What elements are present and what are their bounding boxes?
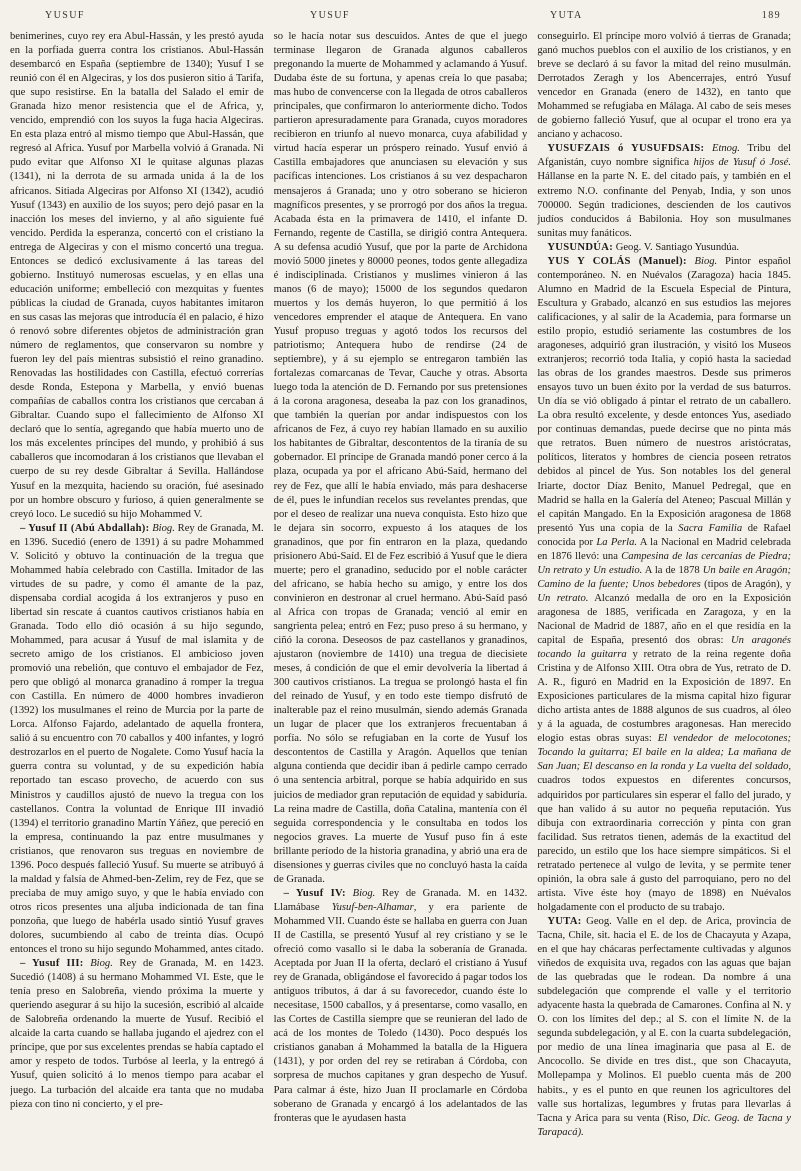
entry-citation: Dic. Geog. de Tacna y Tarapacá). xyxy=(537,1112,791,1138)
entry-italic-name: Yusuf-ben-Alhamar xyxy=(331,901,414,913)
column-1 xyxy=(10,30,264,1165)
entry-text: Alcanzó medalla de oro en la Exposición aragonesa de 1885, verificada en Zaragoza, y en la Nacional de Madrid de 1887, año en el que residía en la capital de España, presentó dos obras: xyxy=(537,592,792,647)
paragraph: conseguirlo. El príncipe moro volvió á tierras de Granada; ganó muchos pueblos con el auxilio de los cristianos, y en breve se declaró á su favor la mitad del reino musulmán. Derrotados Zeragh y los Abencerrajes, entró Yusuf vencedor en Granada (enero de 1432), en tanto que Mohammed se refugiaba en Málaga. Al cabo de seis meses de gobierno falleció Yusuf, que al ocupar el trono era ya anciano y achacoso. xyxy=(537,31,792,141)
entry-text: y retrato de la reina regente doña Cristina y de Alfonso XIII. Otra obra de Yus, retrato de D. A. R., figuró en Madrid en la Exposición de 1897. En Exposiciones particulares de la misma capital hizo figurar dicho artista antes de 1888 algunos de sus cuadros, al óleo y á la aguada, de costumbres aragonesas. Han merecido elogio estas obras suyas: xyxy=(537,649,792,745)
entry-yusufzais xyxy=(537,142,791,240)
entry-text: Geog. V. Santiago Yusundúa. xyxy=(615,241,740,253)
entry-headword: – Yusuf II (Abú Abdallah): xyxy=(20,522,150,534)
entry-headword: YUSUNDÚA: xyxy=(547,241,614,253)
artwork-title: El vendedor de melocotones; Tocando la guitarra; El baile en la aldea; La mañana de San Juan; El descanso en la ronda y La vuelta del soldado, xyxy=(537,733,792,773)
entry-text: Rey de Granada, M. en 1396. Sucedió (enero de 1391) á su padre Mohammed V. Solicitó y obtuvo la continuación de la tregua que Mohammed había celebrado con Castilla. Imitador de las virtudes de su padre, y como él amante de la paz, dispensaba cordial acogida á los extranjeros y puso en libertad sin rescate á cuantos cautivos cristianos había en Granada. Todo ello dió ocasión á su hijo segundo, Mohammed, para acusar á Yusuf de mal islamita y de secreto amigo de los cristianos. El ambicioso joven promovió una rebelión, que contuvo el embajador de Fez, pero que obligó al monarca granadino á romper la tregua con Castilla. En número de 4000 hombres invadieron (1392) los musulmanes el reino de Murcia por la parte de Lorca. Alfonso Fajardo, adelantado de aquella frontera, salió á su encuentro con 70 caballos y 400 infantes, y logró destrozarlos en el puerto de Nogalete. Como Yusuf hacía la guerra contra su voluntad, y de su expedición había reportado tan escaso provecho, de acuerdo con sus Ministros y caudillos ajustó de nuevo la tregua con los castellanos. Contra la voluntad de Enrique III invadió (1394) el territorio granadino Martín Yáñez, que pereció en la empresa, continuando la paz entre musulmanes y cristianos, que renovaron sus treguas en noviembre de 1396. Poco después falleció Yusuf. Su muerte se atribuyó á la maldad y falsía de Ahmed-ben-Zelim, rey de Fez, que se preciaba de muy amigo suyo, y que le había enviado con otros ricos presentes una aljuba indicionada de tan fina ponzoña, que luego de habérla usado sintió Yusuf graves dolores, sucumbiendo al cabo de treinta días. Ocupó entonces el trono su hijo segundo Mohammed, antes citado. xyxy=(10,522,264,956)
entry-headword: YUTA: xyxy=(547,915,582,927)
entry-text: Geog. Valle en el dep. de Arica, provincia de Tacna, Chile, sit. hacia el E. de los de Chacayuta y Azapa, en el que hay chácaras perfectamente cultivadas y algunos viñedos de exquisita uva, regados con las aguas que bajan de las quebradas que le rodean. Da nombre á una subdelegación que comprende el valle y el territorio adyacente hasta la quebrada de Camarones. Confina al N. y O. con los límites del dep.; al S. con el límite N. de la segunda subdelegación, y al E. con la cuarta subdelegación, por medio de una línea imaginaria que pasa al E. de Ancocollo. Se divide en tres dist., que son Chacayuta, Mollepampa y Molinos. El pueblo cuenta más de 200 habits., y es el punto en que reunen los agricultores del valle sus hortalizas, legumbres y frutas para llevarlas á Tacna y Arica para su venta (Riso, xyxy=(537,915,792,1124)
paragraph: so le hacía notar sus descuidos. Antes de que el juego terminase llegaron de Granada algunos caballeros pregonando la muerte de Mohammed y aclamando á Yusuf. Dudaba éste de su fortuna, y apenas creía lo que pasaba; mas hubo de convencerse con la llegada de otros caballeros principales, que confirmaron lo anteriormente dicho. Todos partieron apresuradamente para Granada, cuyos moradores recibieron en triunfo al nuevo monarca, cuya afabilidad y virtud hacía esperar un próspero reinado. Yusuf envió á Castilla embajadores que anunciasen su elevación y sus pacíficas intenciones. Los cristianos á su vez despacharon mensajeros á Granada; uno y otro soberano se hicieron magníficos presentes, y se prorrogó por dos años la tregua. Acabada ésta en la primavera de 1410, el infante D. Fernando, regente de Castilla, se dirigió contra Antequera. A su defensa acudió Yusuf, que por la parte de Archidona movió 5000 jinetes y 80000 peones, todos gente allegadiza é indisciplinada. Cristianos y muslimes vinieron á las manos (6 de mayo); 15000 de los segundos quedaron muertos y los demás huyeron, lo que permitió á los vencedores emprender el ataque de Antequera. En vano Yusuf propuso treguas y agotó todos los recursos del patriotismo; Antequera hubo de rendirse (24 de septiembre), y á su ejemplo se entregaron también las fortalezas comarcanas de Tevar, Cauche y otras. Absorta luego toda la atención de D. Fernando por sus pretensiones á la corona aragonesa, deseaba la paz con los granadinos, que también la querían por andar indispuestos con los africanos de Fez, á cuyo rey habían llamado en su auxilio los habitantes de Gibraltar, descontentos de la tiranía de su gobernador. El príncipe de Granada mandó poner cerco á la plaza, ocupada ya por el africano Abú-Saíd, hermano del rey de Fez, que allí le había enviado, más para deshacerse de él, pues le infundían recelos sus revelantes prendas, que por el deseo de realizar una nueva conquista. Esto hizo que le dejara sin socorro, expuesto á los ataques de los granadinos, que por fin entraron en la plaza, quedando prisionero Abú-Saíd. El de Fez escribió á Yusuf que le diera muerte; pero el granadino, seducido por el noble carácter del africano, se había hecho su amigo, y entre los dos convinieron en destronar al cruel hermano. Abú-Saíd pasó al Africa con tropas de Granada; venció al emir en sangrienta pelea; entró en Fez; puso preso á su hermano, y ciñó la corona. Deseosos de paz castellanos y granadinos, ajustaron (noviembre de 1410) una tregua de diecisiete meses, á condición de que el emir devolvería la libertad á 300 cautivos cristianos. La tregua se prolongó hasta el fin del reinado de Yusuf, y en todo este tiempo disfrutó de inalterable paz el reino musulmán, siendo además Granada un lugar de placer que los extranjeros frecuentaban á porfía. No sólo se refugiaban en la corte de Yusuf los descontentos de Castilla y Aragón. Aquellos que tenían alguna contienda que decidir iban á pedirle campo cerrado ó una sentencia arbitral, porque se había adquirido en sus juicios de mediador gran reputación de equidad y sabiduría. La reina madre de Castilla, doña Catalina, mantenía con él seguida correspondencia y le consultaba en todos los negocios graves. La muerte de Yusuf puso fin á este brillante período de la historia granadina, y abrió una era de disensiones y guerras civiles que no concluyó hasta la caída de Granada. xyxy=(273,31,528,885)
artwork-title: Campesina de las cercanías de Piedra; Un retrato y Un estudio. xyxy=(537,550,792,576)
entry-category: Biog. xyxy=(90,958,113,970)
entry-text: cuadros todos expuestos en diferentes concursos, adquiridos por particulares sin esperar el fallo del jurado, y que han valido á su autor no pequeña reputación. Yus dibuja con extraordinaria corrección y pinta con gran facilidad. Sus retratos tienen, además de la exactitud del parecido, un estilo que los hace siempre simpáticos. Si el retratado pertenece al vulgo de levita, y se permite tener opinión, la obra sale á gusto del parroquiano, pero no del artista. Vive éste hoy (mayo de 1898) en Nuévalos holgadamente con el producto de su trabajo. xyxy=(537,775,792,913)
artwork-title: Sacra Familia xyxy=(678,522,743,534)
entry-text: Hállanse en la parte N. E. del citado país, y también en el extremo N.O. confinante del Penyab, India, y son unos 700000. Según tradiciones, descienden de los cautivos judíos conducidos á Babilonia. Hoy son musulmanes sunitas muy fanáticos. xyxy=(537,171,792,239)
header-left-word: YUSUF xyxy=(45,10,85,21)
entry-yusuf-ii xyxy=(10,522,264,957)
artwork-title: Un aragonés tocando la guitarra xyxy=(537,635,792,661)
entry-headword: YUS Y COLÁS (Manuel): xyxy=(547,255,687,267)
entry-italic-text: hijos de Yusuf ó José. xyxy=(693,157,792,169)
entry-yusuf-iii xyxy=(10,957,264,1112)
entry-category: Etnog. xyxy=(711,143,740,155)
page-number: 189 xyxy=(761,10,781,21)
entry-text: (tipos de Aragón), y xyxy=(704,578,792,590)
entry-category: Biog. xyxy=(352,887,376,899)
entry-yuta xyxy=(537,915,791,1140)
entry-headword: – Yusuf III: xyxy=(20,958,84,970)
header-center-word-2: YUTA xyxy=(550,10,583,21)
artwork-title: Un retrato. xyxy=(537,592,589,604)
header-center-word: YUSUF xyxy=(310,10,350,21)
entry-category: Biog. xyxy=(694,255,718,267)
entry-text: Pintor español contemporáneo. N. en Nuévalos (Zaragoza) hacia 1845. Alumno en Madrid de la Escuela Especial de Pintura, Escultura y Grabado, alcanzó en sus estudios las mejores calificaciones, y al salir de la Academia, para formarse un estilo propio, estudió seriamente las costumbres de los aragoneses, adquirió gran ilustración, y visitó los Museos extranjeros; recorrió toda Italia, y copió hasta la saciedad las obras de los grandes maestros. Desde sus primeros ensayos tuvo un buen éxito por la verdad de sus baturros. Un día se vió obligado á pintar el retrato de un caballero. La obra resultó excelente, y desde entonces Yus, asediado por continuas demandas, puede decirse que no pinta más que retratos. Buen número de nuestros aristócratas, políticos, literatos y hombres de ciencia poseen retratos debidos al pincel de Yus. Son notables los del general Iriarte, doctor Díaz Benito, Manuel Pedregal, que en Madrid se halla en la Galería del Ateneo; Pascual Millán y el capitán Mangado. En la Exposición aragonesa de 1868 presentó Yus una copia de la xyxy=(537,255,792,534)
running-header xyxy=(10,8,791,30)
entry-category: Biog. xyxy=(152,522,175,534)
text-columns xyxy=(10,30,791,1165)
paragraph: benimerines, cuyo rey era Abul-Hassán, y les prestó ayuda en la porfiada guerra contra los cristianos. Abul-Hassán desembarcó en España (septiembre de 1340); Yusuf I se reunió con él en Algeciras, y los dos pusieron sitio á Tarifa, que supo resistirse. En la batalla del Salado el emir de Granada hizo menor resistencia que el de Africa, y, vencido, emprendió con los suyos la fuga hacia Algeciras. En esta plaza entró al mismo tiempo que Abul-Hassán, que regresó al Africa. Yusuf por Marbella volvió á Granada. Ni pudo evitar que Alfonso XI le quitase algunas plazas (1341), ni la derrota de su armada unida á la de los africanos. Sitiada Algeciras por Alfonso XI (1342), acudió Yusuf (1343) en auxilio de los suyos; pero dejó pasar en la inacción los meses del invierno, y al año siguiente fué vencido. Perdida la esperanza, concertó con el cristiano la entrega de Algeciras y con el mismo concertó una tregua. Entonces se dedicó exclusivamente á las tareas del gobierno. Instituyó numerosas escuelas, y en ellas una educación uniforme; embelleció con mezquitas y fuentes públicas la ciudad de Granada, cuyos habitantes imitaron en sus casas las mejoras que introducía él en palacio, é hizo ó renovó sobre diferentes objetos de administración gran número de reglamentos, que conservaron su nombre y fueron ley del país mientras subsistió el reino granadino. Renovadas las hostilidades con Castilla, efectuó correrías desde Ronda, Estepona y Marbella, y envió buenas compañías de caballos contra los cristianos que cercaban á Gibraltar. Cuando supo el fallecimiento de Alfonso XI declaró que lo sentía, agregando que había muerto uno de los más excelentes príncipes del mundo, y prohibió á sus caballeros que incomodaran á los cristianos que llevaban el cuerpo de su rey desde Gibraltar á Sevilla. Hallándose Yusuf en la mezquita, haciendo su oración, fué asesinado por un hombre obscuro y furioso, á quien generalmente se creyó loco. Le sucedió su hijo Mohammed V. xyxy=(10,31,264,520)
entry-text: A la de 1878 xyxy=(644,564,700,576)
entry-yusundua xyxy=(537,241,791,255)
column-2 xyxy=(274,30,528,1165)
entry-text: de Rafael conocida por xyxy=(537,522,791,548)
entry-text: Tribu del Afganistán, cuyo nombre significa xyxy=(537,143,792,169)
column-3 xyxy=(537,30,791,1165)
entry-headword: – Yusuf IV: xyxy=(283,887,346,899)
artwork-title: Un baile en Aragón; Camino de la fuente; Unos bebedores xyxy=(537,564,791,590)
entry-yus-y-colas xyxy=(537,255,791,915)
entry-text: Rey de Granada. M. en 1432. Llamábase xyxy=(273,887,528,913)
entry-headword: YUSUFZAIS ó YUSUFDSAIS: xyxy=(547,143,705,155)
artwork-title: La Perla. xyxy=(596,536,638,548)
entry-text: A la Nacional en Madrid celebrada en 1876 llevó: una xyxy=(537,536,791,562)
entry-text: Rey de Granada, M. en 1423. Sucedió (1408) á su hermano Mohammed VI. Este, que le tenía preso en Salobreña, viendo próxima la muerte y queriendo asegurar á su hijo la sucesión, escribió al alcaide de Salobreña ordenando la muerte de Yusuf. Recibió el alcaide la carta cuando se hallaba jugando el ajedrez con el príncipe, que por sus excelentes prendas se había captado el amor y respeto de todos. Turbóse al leerla, y la entregó á Yusuf, quien solicitó á lo menos tiempo para acabar el juego. La turbación del alcaide era tanta que no mudaba pieza con tino ni concierto, y el pre- xyxy=(10,958,264,1110)
entry-yusuf-iv xyxy=(274,887,528,1126)
entry-text: , y era pariente de Mohammed VII. Cuando éste se hallaba en guerra con Juan II de Castilla, se presentó Yusuf al rey cristiano y se le ofreció como vasallo si le daba la soberanía de Granada. Aceptada por Juan II la oferta, declaró el cristiano á Yusuf rey de Granada, obligándose el favorecido á pagar todos los antiguos tributos, á dar á su favorecedor, cuando éste lo necesitase, 1500 caballos, y á presentarse, como vasallo, en las Cortes de Castilla siempre que se reunieran del lado de acá de los montes de Toledo (1430). Poco después los cristianos ganaban á Mohammed la batalla de la Higuera (1431), y por orden del rey se retiraban á Córdoba, con sorpresa de muchos capitanes y gran despecho de Yusuf. Para calmar á éste, hizo Juan II proclamarle en Córdoba soberano de Granada y encargó á los adelantados de las fronteras que le ayudasen hasta xyxy=(273,901,528,1124)
